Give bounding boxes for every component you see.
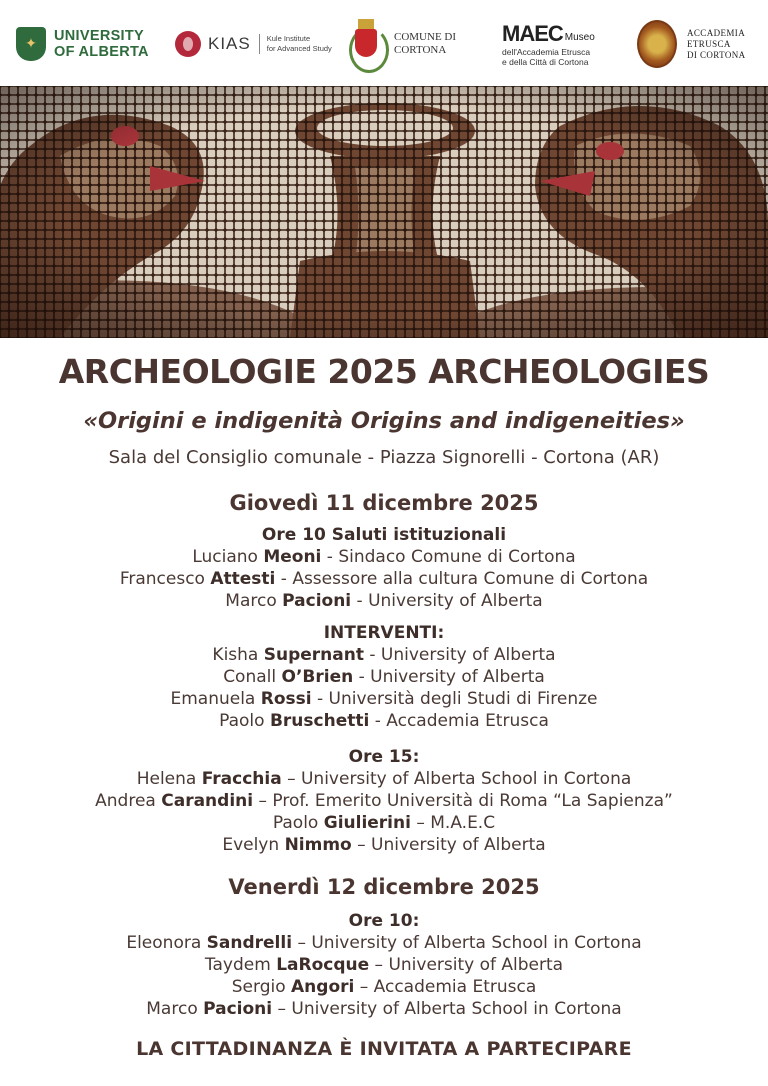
accademia-seal-icon (637, 20, 677, 68)
speaker-line: Sergio Angori – Accademia Etrusca (231, 977, 537, 997)
speaker-line: Taydem LaRocque – University of Alberta (204, 955, 564, 975)
cortona-line2: CORTONA (394, 44, 447, 56)
speaker-line: Kisha Supernant - University of Alberta (212, 645, 556, 665)
event-title: ARCHEOLOGIE 2025 ARCHEOLOGIES (58, 352, 710, 391)
speaker-line: Marco Pacioni - University of Alberta (225, 591, 543, 611)
kias-logo (175, 14, 332, 74)
speaker-line: Marco Pacioni – University of Alberta School in Cortona (146, 999, 622, 1019)
speaker-line: Paolo Bruschetti - Accademia Etrusca (219, 711, 549, 731)
speaker-line: Luciano Meoni - Sindaco Comune di Cortona (192, 547, 576, 567)
day2-morning-heading: Ore 10: (348, 911, 420, 931)
speaker-line: Evelyn Nimmo – University of Alberta (222, 835, 546, 855)
kias-name: KIAS (208, 34, 251, 53)
speaker-line: Andrea Carandini – Prof. Emerito Università di Roma “La Sapienza” (95, 791, 673, 811)
ualberta-line1: UNIVERSITY (54, 28, 145, 44)
maec-mark: MAEC (502, 21, 563, 46)
accademia-line3: DI CORTONA (687, 49, 746, 60)
accademia-line1: ACCADEMIA (687, 27, 746, 38)
speaker-line: Eleonora Sandrelli – University of Alberta School in Cortona (126, 933, 642, 953)
kias-mark-icon (175, 31, 201, 57)
day2-date: Venerdì 12 dicembre 2025 (228, 875, 540, 899)
speaker-line: Conall O’Brien - University of Alberta (223, 667, 545, 687)
partner-logos (0, 0, 768, 86)
day1-date: Giovedì 11 dicembre 2025 (229, 491, 539, 515)
day1-talks-heading: INTERVENTI: (323, 623, 445, 643)
event-venue: Sala del Consiglio comunale - Piazza Signorelli - Cortona (AR) (108, 447, 660, 468)
speaker-line: Helena Fracchia – University of Alberta School in Cortona (136, 769, 632, 789)
comune-di-cortona-logo (346, 14, 456, 74)
maec-museo: Museo (564, 32, 595, 43)
kias-sub1: Kule Institute (266, 34, 311, 43)
day1-afternoon-heading: Ore 15: (348, 747, 420, 767)
day1-opening-heading: Ore 10 Saluti istituzionali (261, 525, 507, 545)
cortona-crest-icon (346, 17, 386, 71)
speaker-line: Francesco Attesti - Assessore alla cultura Comune di Cortona (119, 569, 649, 589)
speaker-line: Paolo Giulierini – M.A.E.C (272, 813, 496, 833)
mosaic-banner-image (0, 86, 768, 338)
ualberta-line2: OF ALBERTA (54, 44, 149, 60)
accademia-etrusca-logo (637, 14, 746, 74)
invitation-text: LA CITTADINANZA È INVITATA A PARTECIPARE (136, 1038, 632, 1060)
cortona-line1: COMUNE DI (394, 31, 457, 43)
speaker-line: Emanuela Rossi - Università degli Studi di Firenze (170, 689, 598, 709)
ualberta-shield-icon: ✦ (16, 27, 46, 61)
kias-sub2: for Advanced Study (266, 44, 332, 53)
university-of-alberta-logo (16, 14, 149, 74)
maec-logo (502, 14, 595, 74)
maec-sub1: dell'Accademia Etrusca (502, 47, 591, 57)
event-subtitle: «Origini e indigenità Origins and indigeneities» (83, 408, 685, 434)
maec-sub2: e della Città di Cortona (502, 57, 589, 67)
accademia-line2: ETRUSCA (687, 38, 731, 49)
